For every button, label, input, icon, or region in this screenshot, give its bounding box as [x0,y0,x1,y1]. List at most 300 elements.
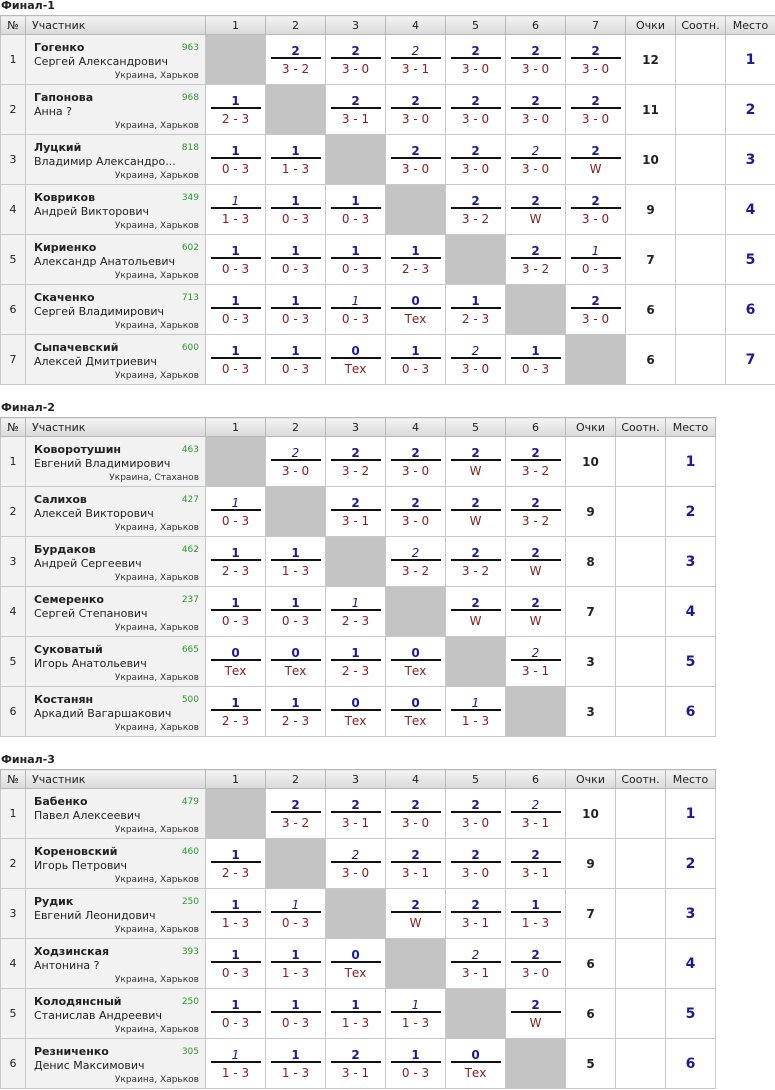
self-cell [446,637,506,687]
match-points: 2 [451,595,501,611]
row-number: 3 [1,889,26,939]
result-block [211,997,261,1031]
player-city: Украина, Харьков [114,623,199,633]
match-score: Тех [404,663,427,678]
result-block [391,495,441,529]
place-cell: 5 [726,235,775,285]
match-points: 2 [511,947,561,963]
match-points: 1 [331,293,381,309]
match-score: Тех [344,713,367,728]
place-cell: 2 [666,487,716,537]
player-rating: 479 [181,797,199,807]
self-cell [266,85,326,135]
player-surname[interactable]: Резниченко [34,1045,109,1058]
self-cell [326,537,386,587]
table-row [1,135,775,185]
ratio-cell [676,35,726,85]
player-surname[interactable]: Луцкий [34,141,82,154]
result-block [211,1047,261,1081]
result-cell [266,637,326,687]
player-rating: 462 [181,545,199,555]
place-cell: 1 [666,789,716,839]
self-cell [206,35,266,85]
player-surname[interactable]: Коворотушин [34,443,122,456]
match-points: 2 [571,193,621,209]
result-cell [266,335,326,385]
row-number: 1 [1,35,26,85]
match-score: 3 - 0 [521,965,550,980]
result-cell [206,235,266,285]
match-score: 0 - 3 [281,211,310,226]
result-block [211,495,261,529]
row-number: 4 [1,587,26,637]
result-block [511,445,561,479]
match-points: 1 [391,343,441,359]
player-firstname: Владимир Александро... [34,155,176,168]
result-cell [446,889,506,939]
match-score: 3 - 2 [281,61,310,76]
row-number: 6 [1,687,26,737]
match-points: 2 [271,797,321,813]
standings-table [0,769,716,1089]
player-rating: 250 [181,897,199,907]
match-score: 1 - 3 [461,713,490,728]
player-city: Украина, Харьков [114,171,199,181]
result-block [451,545,501,579]
result-block [271,645,321,679]
result-cell [326,235,386,285]
player-city: Украина, Харьков [114,271,199,281]
header-opponent: 5 [446,418,506,437]
header-opponent: 2 [266,770,326,789]
result-cell [206,285,266,335]
match-score: 3 - 0 [341,865,370,880]
result-cell [266,939,326,989]
result-cell [506,85,566,135]
result-cell [206,1039,266,1089]
player-surname[interactable]: Бурдаков [34,543,96,556]
result-cell [386,537,446,587]
table-row [1,989,716,1039]
ratio-cell [616,939,666,989]
result-cell [506,335,566,385]
result-cell [506,889,566,939]
result-cell [326,637,386,687]
total-points: 9 [626,185,676,235]
header-num: № [1,770,26,789]
result-cell [446,185,506,235]
result-block [271,193,321,227]
header-ratio: Соотн. [616,418,666,437]
match-score: 3 - 0 [581,111,610,126]
player-surname[interactable]: Ходзинская [34,945,110,958]
match-points: 1 [391,243,441,259]
place-cell: 1 [726,35,775,85]
result-block [511,645,561,679]
result-block [571,193,621,227]
player-surname[interactable]: Сыпачевский [34,341,119,354]
final-section [0,402,716,737]
place-cell: 4 [666,939,716,989]
table-row [1,85,775,135]
result-cell [386,285,446,335]
final-section [0,754,716,1089]
result-block [271,797,321,831]
match-points: 2 [451,343,501,359]
result-block [271,695,321,729]
header-opponent: 1 [206,418,266,437]
self-cell [386,185,446,235]
result-block [451,193,501,227]
match-score: 3 - 2 [461,211,490,226]
result-cell [506,839,566,889]
ratio-cell [616,889,666,939]
ratio-cell [676,185,726,235]
match-score: 0 - 3 [221,513,250,528]
match-score: W [469,513,482,528]
match-score: 0 - 3 [221,1015,250,1030]
player-firstname: Алексей Дмитриевич [34,355,157,368]
standings-table [0,15,775,385]
self-cell [386,939,446,989]
player-surname[interactable]: Колодянсный [34,995,122,1008]
header-participant: Участник [26,16,206,35]
player-surname[interactable]: Гогенко [34,41,85,54]
result-cell [326,437,386,487]
match-points: 2 [451,897,501,913]
result-block [331,797,381,831]
participant-cell [26,285,206,335]
match-points: 2 [511,143,561,159]
result-cell [446,135,506,185]
result-block [451,293,501,327]
header-points: Очки [566,770,616,789]
player-rating: 600 [181,343,199,353]
result-cell [386,839,446,889]
player-surname[interactable]: Кореновский [34,845,118,858]
match-points: 0 [391,645,441,661]
player-surname[interactable]: Семеренко [34,593,104,606]
ratio-cell [676,135,726,185]
result-cell [206,989,266,1039]
result-block [571,143,621,177]
match-points: 1 [391,1047,441,1063]
result-cell [446,85,506,135]
result-block [271,897,321,931]
participant-cell [26,437,206,487]
player-firstname: Анна ? [34,105,72,118]
result-block [271,595,321,629]
match-points: 0 [331,343,381,359]
match-points: 2 [331,847,381,863]
player-surname[interactable]: Рудик [34,895,74,908]
match-score: 3 - 0 [461,865,490,880]
player-surname[interactable]: Суковатый [34,643,103,656]
match-points: 2 [391,43,441,59]
player-city: Украина, Харьков [114,723,199,733]
player-firstname: Андрей Сергеевич [34,557,142,570]
match-points: 1 [391,997,441,1013]
result-block [511,947,561,981]
player-rating: 713 [181,293,199,303]
result-block [391,143,441,177]
player-surname[interactable]: Костанян [34,693,94,706]
result-cell [326,35,386,85]
header-opponent: 5 [446,16,506,35]
row-number: 3 [1,135,26,185]
total-points: 7 [626,235,676,285]
result-cell [326,335,386,385]
result-cell [326,789,386,839]
match-score: Тех [224,663,247,678]
player-firstname: Андрей Викторович [34,205,150,218]
match-points: 1 [211,695,261,711]
place-cell: 3 [666,889,716,939]
header-participant: Участник [26,418,206,437]
match-points: 1 [211,947,261,963]
row-number: 4 [1,939,26,989]
result-block [211,343,261,377]
result-block [511,997,561,1031]
result-block [511,193,561,227]
match-score: 3 - 1 [521,865,550,880]
total-points: 12 [626,35,676,85]
result-block [211,847,261,881]
result-cell [266,687,326,737]
result-block [331,695,381,729]
match-points: 2 [331,797,381,813]
result-block [571,93,621,127]
player-rating: 305 [181,1047,199,1057]
result-block [451,897,501,931]
match-score: 1 - 3 [401,1015,430,1030]
match-points: 1 [271,897,321,913]
match-score: W [409,915,422,930]
match-points: 2 [391,897,441,913]
match-points: 0 [331,947,381,963]
match-score: 3 - 0 [521,61,550,76]
place-cell: 2 [666,839,716,889]
table-row [1,235,775,285]
match-score: 0 - 3 [281,613,310,628]
match-points: 1 [331,997,381,1013]
match-points: 1 [271,293,321,309]
match-points: 1 [211,997,261,1013]
player-surname[interactable]: Скаченко [34,291,95,304]
result-cell [206,185,266,235]
match-score: 3 - 0 [461,361,490,376]
result-block [271,243,321,277]
match-score: 3 - 0 [581,311,610,326]
standings-table [0,417,716,737]
result-cell [206,487,266,537]
table-row [1,537,716,587]
match-score: 3 - 1 [341,815,370,830]
match-points: 2 [451,43,501,59]
player-surname[interactable]: Бабенко [34,795,88,808]
table-row [1,285,775,335]
match-points: 2 [511,847,561,863]
table-row [1,789,716,839]
result-cell [566,235,626,285]
result-block [391,343,441,377]
result-cell [266,989,326,1039]
header-opponent: 4 [386,16,446,35]
total-points: 6 [626,285,676,335]
result-cell [386,637,446,687]
player-surname[interactable]: Гапонова [34,91,94,104]
match-points: 2 [451,495,501,511]
final-section [0,0,775,385]
result-cell [566,35,626,85]
player-rating: 602 [181,243,199,253]
player-rating: 963 [181,43,199,53]
result-cell [506,35,566,85]
result-block [391,93,441,127]
match-points: 1 [211,495,261,511]
row-number: 1 [1,437,26,487]
match-points: 2 [331,495,381,511]
result-cell [446,587,506,637]
header-row [1,418,716,437]
match-points: 1 [451,695,501,711]
header-opponent: 6 [506,418,566,437]
match-points: 2 [511,595,561,611]
result-cell [386,989,446,1039]
player-surname[interactable]: Кириенко [34,241,97,254]
match-points: 2 [571,93,621,109]
result-cell [386,487,446,537]
match-score: Тех [404,713,427,728]
match-score: Тех [284,663,307,678]
match-score: 2 - 3 [221,865,250,880]
match-score: 3 - 0 [461,111,490,126]
header-opponent: 1 [206,16,266,35]
match-points: 2 [511,43,561,59]
player-city: Украина, Харьков [114,71,199,81]
match-points: 1 [331,645,381,661]
match-points: 2 [331,43,381,59]
result-cell [326,1039,386,1089]
match-score: 3 - 2 [521,261,550,276]
ratio-cell [616,1039,666,1089]
match-points: 2 [391,93,441,109]
row-number: 2 [1,85,26,135]
result-block [211,143,261,177]
place-cell: 6 [666,687,716,737]
match-points: 1 [211,243,261,259]
match-points: 2 [451,93,501,109]
result-block [451,695,501,729]
result-cell [206,135,266,185]
player-surname[interactable]: Ковриков [34,191,96,204]
result-cell [506,989,566,1039]
result-cell [326,587,386,637]
player-rating: 349 [181,193,199,203]
final-title: Финал-1 [1,0,55,12]
result-block [331,293,381,327]
match-points: 1 [271,695,321,711]
match-score: 0 - 3 [221,965,250,980]
result-cell [326,989,386,1039]
result-block [391,847,441,881]
total-points: 10 [566,789,616,839]
result-block [211,645,261,679]
match-score: 2 - 3 [341,663,370,678]
self-cell [206,437,266,487]
row-number: 7 [1,335,26,385]
ratio-cell [616,789,666,839]
place-cell: 4 [726,185,775,235]
match-points: 1 [211,897,261,913]
match-score: 2 - 3 [461,311,490,326]
result-block [511,93,561,127]
row-number: 6 [1,285,26,335]
participant-cell [26,789,206,839]
result-cell [506,537,566,587]
result-block [451,797,501,831]
ratio-cell [676,85,726,135]
player-rating: 393 [181,947,199,957]
match-points: 1 [271,1047,321,1063]
match-score: Тех [344,361,367,376]
match-points: 2 [511,645,561,661]
header-place: Место [666,770,716,789]
place-cell: 5 [666,637,716,687]
total-points: 11 [626,85,676,135]
match-score: 1 - 3 [281,161,310,176]
place-cell: 2 [726,85,775,135]
player-city: Украина, Харьков [114,1075,199,1085]
match-points: 1 [451,293,501,309]
total-points: 5 [566,1039,616,1089]
match-score: 3 - 0 [581,211,610,226]
self-cell [386,587,446,637]
result-cell [386,889,446,939]
match-score: 2 - 3 [281,713,310,728]
result-block [271,997,321,1031]
match-points: 2 [271,43,321,59]
match-points: 1 [271,947,321,963]
result-block [331,43,381,77]
ratio-cell [676,285,726,335]
match-points: 2 [391,495,441,511]
result-block [391,695,441,729]
result-cell [206,537,266,587]
result-cell [326,939,386,989]
match-score: 0 - 3 [341,311,370,326]
total-points: 10 [566,437,616,487]
player-surname[interactable]: Салихов [34,493,87,506]
header-place: Место [726,16,775,35]
header-opponent: 6 [506,16,566,35]
match-score: 1 - 3 [281,563,310,578]
match-points: 1 [331,595,381,611]
match-points: 1 [511,897,561,913]
player-firstname: Павел Алексеевич [34,809,141,822]
self-cell [446,989,506,1039]
total-points: 8 [566,537,616,587]
match-points: 2 [511,243,561,259]
result-block [391,645,441,679]
table-row [1,35,775,85]
result-block [331,847,381,881]
player-city: Украина, Стаханов [109,473,199,483]
result-block [511,495,561,529]
result-block [451,445,501,479]
header-num: № [1,16,26,35]
table-row [1,437,716,487]
